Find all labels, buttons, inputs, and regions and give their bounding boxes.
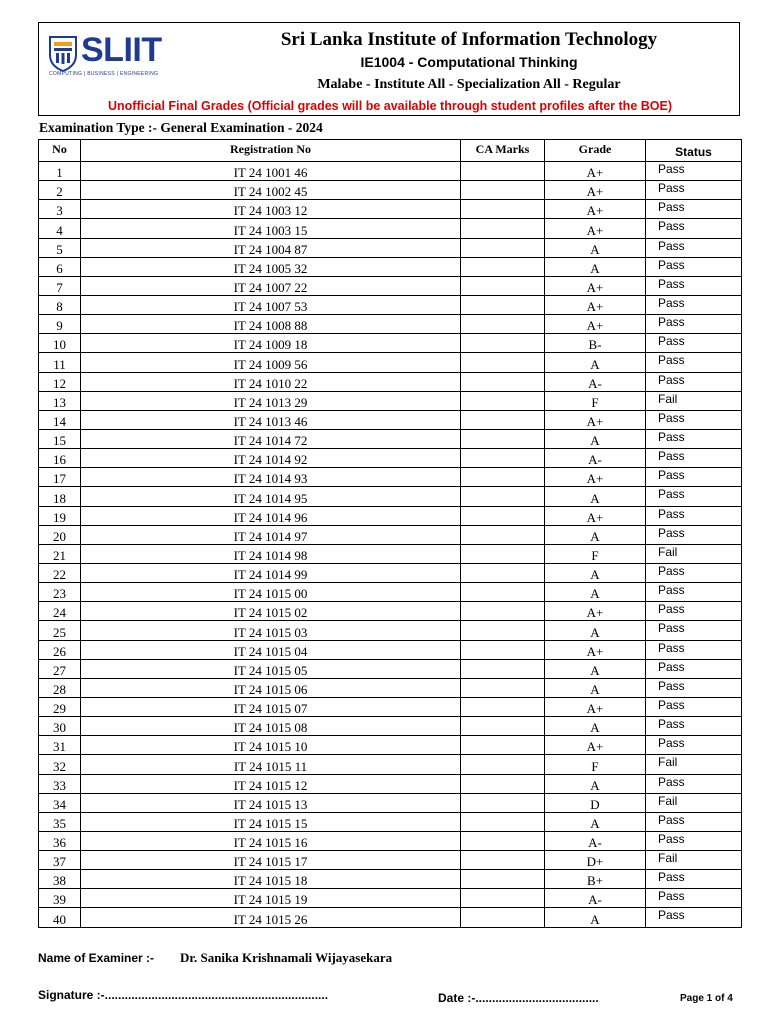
course-title: IE1004 - Computational Thinking	[360, 54, 578, 70]
grade: F	[545, 391, 646, 410]
status: Pass	[646, 736, 742, 755]
document-header	[38, 22, 740, 116]
row-number: 40	[39, 908, 81, 927]
ca-marks	[461, 544, 545, 563]
grade: A	[545, 774, 646, 793]
registration-number: IT 24 1015 16	[81, 831, 461, 850]
grade: A+	[545, 315, 646, 334]
status: Pass	[646, 487, 742, 506]
ca-marks	[461, 908, 545, 927]
ca-marks	[461, 889, 545, 908]
row-number: 22	[39, 563, 81, 582]
exam-type: Examination Type :- General Examination - 2024	[39, 120, 323, 135]
registration-number: IT 24 1002 45	[81, 181, 461, 200]
institute-title: Sri Lanka Institute of Information Technology	[280, 29, 658, 50]
registration-number: IT 24 1009 18	[81, 334, 461, 353]
row-number: 7	[39, 276, 81, 295]
ca-marks	[461, 295, 545, 314]
table-row	[39, 429, 742, 448]
status: Pass	[646, 621, 742, 640]
table-row	[39, 238, 742, 257]
grade: A	[545, 908, 646, 927]
row-number: 25	[39, 621, 81, 640]
grade: A+	[545, 640, 646, 659]
row-number: 1	[39, 162, 81, 181]
registration-number: IT 24 1015 04	[81, 640, 461, 659]
grade: A-	[545, 889, 646, 908]
table-row	[39, 755, 742, 774]
row-number: 38	[39, 870, 81, 889]
status: Pass	[646, 162, 742, 181]
ca-marks	[461, 200, 545, 219]
table-row	[39, 353, 742, 372]
table-row	[39, 219, 742, 238]
ca-marks	[461, 717, 545, 736]
registration-number: IT 24 1001 46	[81, 162, 461, 181]
status: Fail	[646, 544, 742, 563]
status: Pass	[646, 774, 742, 793]
row-number: 14	[39, 410, 81, 429]
row-number: 4	[39, 219, 81, 238]
table-row	[39, 793, 742, 812]
grade: A	[545, 717, 646, 736]
table-row	[39, 200, 742, 219]
table-row	[39, 697, 742, 716]
examiner-name: Dr. Sanika Krishnamali Wijayasekara	[180, 950, 393, 965]
registration-number: IT 24 1015 18	[81, 870, 461, 889]
row-number: 10	[39, 334, 81, 353]
ca-marks	[461, 181, 545, 200]
grade: A+	[545, 200, 646, 219]
grade: A	[545, 353, 646, 372]
table-row	[39, 889, 742, 908]
status: Pass	[646, 697, 742, 716]
status: Pass	[646, 870, 742, 889]
registration-number: IT 24 1007 53	[81, 295, 461, 314]
grade: A-	[545, 372, 646, 391]
table-row	[39, 334, 742, 353]
grade: A	[545, 525, 646, 544]
row-number: 28	[39, 678, 81, 697]
table-row	[39, 315, 742, 334]
ca-marks	[461, 697, 545, 716]
ca-marks	[461, 162, 545, 181]
status: Pass	[646, 468, 742, 487]
row-number: 6	[39, 257, 81, 276]
status: Pass	[646, 812, 742, 831]
table-row	[39, 468, 742, 487]
registration-number: IT 24 1008 88	[81, 315, 461, 334]
row-number: 5	[39, 238, 81, 257]
registration-number: IT 24 1003 12	[81, 200, 461, 219]
table-row	[39, 717, 742, 736]
column-header-grade: Grade	[545, 140, 646, 162]
table-row	[39, 908, 742, 927]
grade: A	[545, 621, 646, 640]
ca-marks	[461, 851, 545, 870]
grade: A	[545, 257, 646, 276]
table-row	[39, 391, 742, 410]
grade: A	[545, 583, 646, 602]
row-number: 29	[39, 697, 81, 716]
ca-marks	[461, 429, 545, 448]
sliit-crest-icon	[47, 33, 79, 73]
ca-marks	[461, 563, 545, 582]
table-row	[39, 621, 742, 640]
status: Pass	[646, 889, 742, 908]
table-row	[39, 736, 742, 755]
row-number: 36	[39, 831, 81, 850]
row-number: 37	[39, 851, 81, 870]
registration-number: IT 24 1015 08	[81, 717, 461, 736]
status: Pass	[646, 717, 742, 736]
row-number: 12	[39, 372, 81, 391]
ca-marks	[461, 315, 545, 334]
status: Pass	[646, 583, 742, 602]
table-row	[39, 659, 742, 678]
status: Fail	[646, 391, 742, 410]
row-number: 15	[39, 429, 81, 448]
table-row	[39, 487, 742, 506]
status: Fail	[646, 793, 742, 812]
ca-marks	[461, 372, 545, 391]
grade: A+	[545, 276, 646, 295]
ca-marks	[461, 468, 545, 487]
grade: A+	[545, 219, 646, 238]
row-number: 35	[39, 812, 81, 831]
table-row	[39, 851, 742, 870]
ca-marks	[461, 755, 545, 774]
ca-marks	[461, 219, 545, 238]
grade: D+	[545, 851, 646, 870]
row-number: 26	[39, 640, 81, 659]
status: Pass	[646, 640, 742, 659]
table-row	[39, 602, 742, 621]
ca-marks	[461, 602, 545, 621]
examiner-label: Name of Examiner :-	[38, 951, 155, 965]
grade: A-	[545, 831, 646, 850]
ca-marks	[461, 391, 545, 410]
registration-number: IT 24 1014 92	[81, 449, 461, 468]
registration-number: IT 24 1015 10	[81, 736, 461, 755]
grade: A+	[545, 506, 646, 525]
registration-number: IT 24 1015 12	[81, 774, 461, 793]
table-row	[39, 831, 742, 850]
signature-line: Signature :-...................................................................	[38, 988, 329, 1002]
grade: F	[545, 544, 646, 563]
table-row	[39, 583, 742, 602]
table-row	[39, 181, 742, 200]
table-row	[39, 257, 742, 276]
ca-marks	[461, 487, 545, 506]
row-number: 32	[39, 755, 81, 774]
row-number: 27	[39, 659, 81, 678]
status: Pass	[646, 295, 742, 314]
table-row	[39, 506, 742, 525]
registration-number: IT 24 1014 99	[81, 563, 461, 582]
ca-marks	[461, 659, 545, 678]
ca-marks	[461, 621, 545, 640]
grade: A	[545, 678, 646, 697]
registration-number: IT 24 1014 96	[81, 506, 461, 525]
status: Fail	[646, 755, 742, 774]
grade: A+	[545, 736, 646, 755]
ca-marks	[461, 410, 545, 429]
registration-number: IT 24 1015 07	[81, 697, 461, 716]
grade: A	[545, 429, 646, 448]
registration-number: IT 24 1004 87	[81, 238, 461, 257]
table-header-row	[39, 140, 742, 162]
row-number: 21	[39, 544, 81, 563]
ca-marks	[461, 870, 545, 889]
ca-marks	[461, 334, 545, 353]
status: Pass	[646, 200, 742, 219]
status: Pass	[646, 181, 742, 200]
ca-marks	[461, 793, 545, 812]
column-header-status: Status	[646, 140, 742, 162]
registration-number: IT 24 1010 22	[81, 372, 461, 391]
grade: D	[545, 793, 646, 812]
table-row	[39, 563, 742, 582]
ca-marks	[461, 506, 545, 525]
registration-number: IT 24 1015 05	[81, 659, 461, 678]
ca-marks	[461, 774, 545, 793]
ca-marks	[461, 449, 545, 468]
table-row	[39, 276, 742, 295]
row-number: 30	[39, 717, 81, 736]
ca-marks	[461, 257, 545, 276]
ca-marks	[461, 640, 545, 659]
row-number: 9	[39, 315, 81, 334]
row-number: 23	[39, 583, 81, 602]
grade: A	[545, 659, 646, 678]
registration-number: IT 24 1015 15	[81, 812, 461, 831]
status: Pass	[646, 410, 742, 429]
grade: A-	[545, 449, 646, 468]
row-number: 24	[39, 602, 81, 621]
row-number: 2	[39, 181, 81, 200]
column-header-registration: Registration No	[81, 140, 461, 162]
registration-number: IT 24 1009 56	[81, 353, 461, 372]
registration-number: IT 24 1013 46	[81, 410, 461, 429]
registration-number: IT 24 1015 13	[81, 793, 461, 812]
registration-number: IT 24 1014 98	[81, 544, 461, 563]
page-number: Page 1 of 4	[680, 993, 733, 1004]
row-number: 39	[39, 889, 81, 908]
registration-number: IT 24 1015 17	[81, 851, 461, 870]
ca-marks	[461, 736, 545, 755]
status: Pass	[646, 525, 742, 544]
ca-marks	[461, 678, 545, 697]
logo-tagline: COMPUTING | BUSINESS | ENGINEERING	[49, 71, 159, 77]
registration-number: IT 24 1013 29	[81, 391, 461, 410]
ca-marks	[461, 238, 545, 257]
table-row	[39, 812, 742, 831]
status: Pass	[646, 831, 742, 850]
grade: A+	[545, 468, 646, 487]
ca-marks	[461, 583, 545, 602]
registration-number: IT 24 1015 06	[81, 678, 461, 697]
status: Pass	[646, 238, 742, 257]
row-number: 11	[39, 353, 81, 372]
row-number: 13	[39, 391, 81, 410]
registration-number: IT 24 1015 19	[81, 889, 461, 908]
ca-marks	[461, 276, 545, 295]
table-row	[39, 372, 742, 391]
grade: A+	[545, 181, 646, 200]
registration-number: IT 24 1014 95	[81, 487, 461, 506]
row-number: 34	[39, 793, 81, 812]
table-row	[39, 870, 742, 889]
grade: A+	[545, 602, 646, 621]
table-row	[39, 162, 742, 181]
registration-number: IT 24 1005 32	[81, 257, 461, 276]
row-number: 33	[39, 774, 81, 793]
registration-number: IT 24 1015 03	[81, 621, 461, 640]
grade: A+	[545, 697, 646, 716]
registration-number: IT 24 1015 02	[81, 602, 461, 621]
grade: A+	[545, 162, 646, 181]
grade: F	[545, 755, 646, 774]
grade: A+	[545, 410, 646, 429]
column-header-no: No	[39, 140, 81, 162]
table-row	[39, 640, 742, 659]
table-row	[39, 295, 742, 314]
grades-table	[38, 139, 742, 928]
campus-line: Malabe - Institute All - Specialization All - Regular	[317, 77, 621, 92]
grade: A+	[545, 295, 646, 314]
row-number: 31	[39, 736, 81, 755]
grade: B-	[545, 334, 646, 353]
registration-number: IT 24 1015 26	[81, 908, 461, 927]
row-number: 3	[39, 200, 81, 219]
table-row	[39, 774, 742, 793]
registration-number: IT 24 1014 72	[81, 429, 461, 448]
status: Pass	[646, 429, 742, 448]
unofficial-notice: Unofficial Final Grades (Official grades will be available through student profiles after the BOE)	[108, 99, 672, 113]
status: Pass	[646, 276, 742, 295]
status: Pass	[646, 602, 742, 621]
row-number: 8	[39, 295, 81, 314]
row-number: 19	[39, 506, 81, 525]
status: Pass	[646, 506, 742, 525]
registration-number: IT 24 1007 22	[81, 276, 461, 295]
status: Pass	[646, 372, 742, 391]
table-row	[39, 544, 742, 563]
row-number: 17	[39, 468, 81, 487]
registration-number: IT 24 1003 15	[81, 219, 461, 238]
grade: A	[545, 563, 646, 582]
logo-wordmark: SLIIT	[81, 31, 162, 69]
table-body	[39, 162, 742, 928]
table-row	[39, 525, 742, 544]
table-row	[39, 678, 742, 697]
grade: A	[545, 812, 646, 831]
status: Pass	[646, 908, 742, 927]
registration-number: IT 24 1014 93	[81, 468, 461, 487]
grade: B+	[545, 870, 646, 889]
row-number: 18	[39, 487, 81, 506]
ca-marks	[461, 525, 545, 544]
status: Pass	[646, 315, 742, 334]
status: Pass	[646, 563, 742, 582]
status: Pass	[646, 678, 742, 697]
status: Pass	[646, 334, 742, 353]
registration-number: IT 24 1014 97	[81, 525, 461, 544]
registration-number: IT 24 1015 00	[81, 583, 461, 602]
grade: A	[545, 487, 646, 506]
row-number: 16	[39, 449, 81, 468]
table-row	[39, 449, 742, 468]
status: Pass	[646, 257, 742, 276]
table-row	[39, 410, 742, 429]
ca-marks	[461, 831, 545, 850]
status: Pass	[646, 659, 742, 678]
status: Pass	[646, 353, 742, 372]
status: Pass	[646, 219, 742, 238]
ca-marks	[461, 812, 545, 831]
row-number: 20	[39, 525, 81, 544]
grade: A	[545, 238, 646, 257]
date-line: Date :-.....................................	[438, 991, 599, 1005]
sliit-logo	[47, 33, 173, 83]
ca-marks	[461, 353, 545, 372]
status: Pass	[646, 449, 742, 468]
registration-number: IT 24 1015 11	[81, 755, 461, 774]
column-header-ca-marks: CA Marks	[461, 140, 545, 162]
status: Fail	[646, 851, 742, 870]
